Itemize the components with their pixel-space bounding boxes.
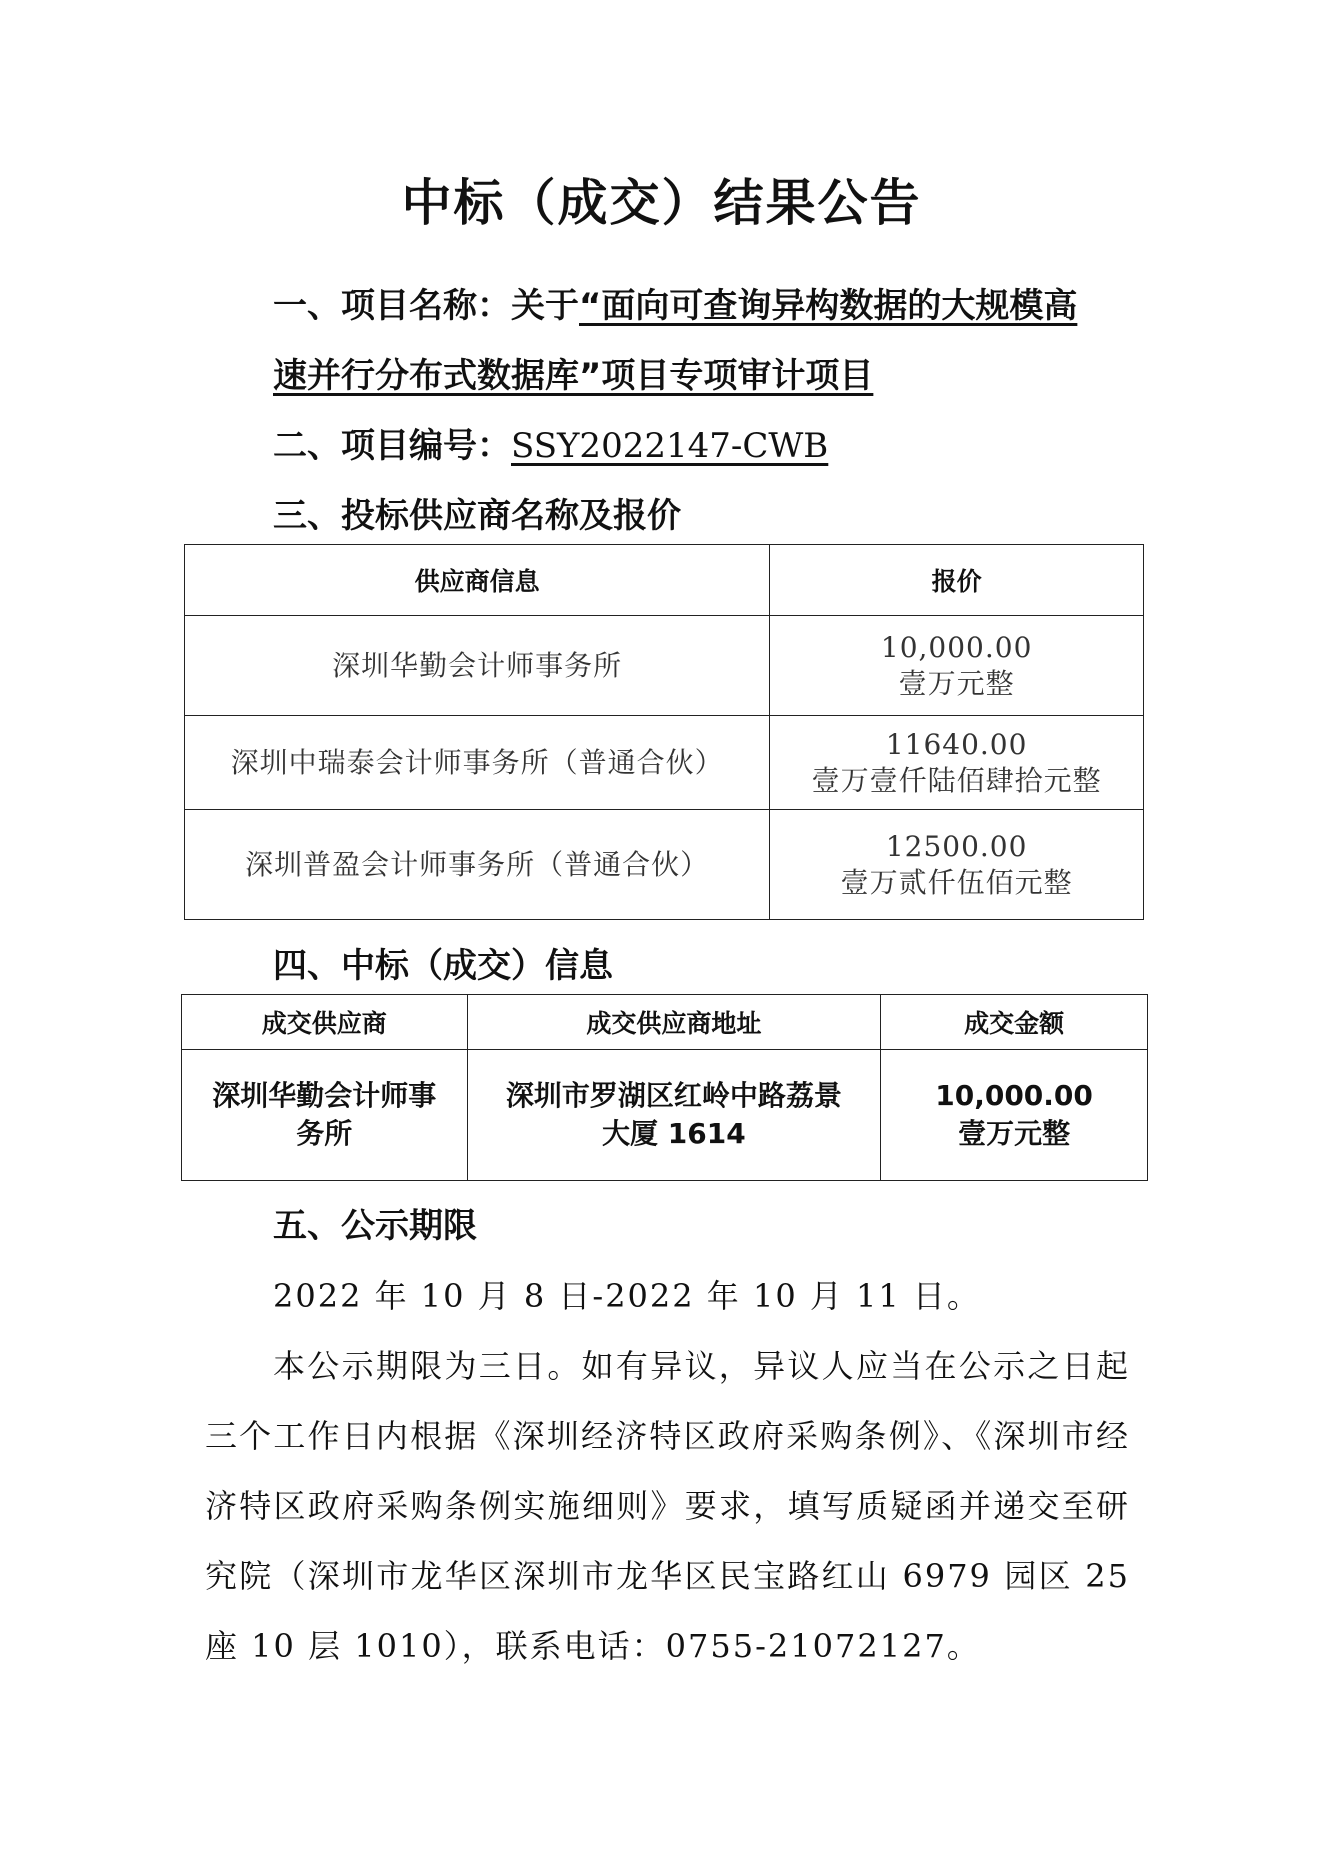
quote-amount-words: 壹万壹仟陆佰肆拾元整: [811, 763, 1102, 797]
quote-cell: [770, 616, 1144, 716]
table-row: [185, 810, 1144, 920]
awarded-address-line1: 深圳市罗湖区红岭中路荔景: [505, 1079, 842, 1112]
awarded-address: [467, 1050, 881, 1181]
project-name-prefix: 关于: [511, 286, 579, 326]
project-name-heading: [273, 278, 1077, 327]
bids-table-header: [185, 545, 1144, 616]
project-name-line2: 速并行分布式数据库”项目专项审计项目: [273, 356, 874, 396]
project-name-label: 一、项目名称：: [273, 286, 511, 326]
objection-notice: 本公示期限为三日。如有异议，异议人应当在公示之日起三个工作日内根据《深圳经济特区政府采购条例》、《深圳市经济特区政府采购条例实施细则》要求，填写质疑函并递交至研究院（深圳市龙华区深圳市龙华区民宝路红山 6979 园区 25 座 10 层 1010），联系电话：0755-21072127。: [205, 1347, 1130, 1665]
bids-table: [184, 544, 1144, 920]
awarded-amount-header: 成交金额: [881, 995, 1148, 1050]
publicity-period-heading: 五、公示期限: [273, 1206, 477, 1246]
publicity-period-dates: 2022 年 10 月 8 日-2022 年 10 月 11 日。: [273, 1277, 981, 1315]
project-name-continuation: [273, 348, 873, 397]
quote-amount: 12500.00: [885, 829, 1028, 863]
table-row: [185, 616, 1144, 716]
awarded-supplier: [182, 1050, 468, 1181]
awarded-supplier-line2: 务所: [296, 1117, 353, 1150]
awarded-address-header: 成交供应商地址: [467, 995, 881, 1050]
document-title: 中标（成交）结果公告: [401, 174, 922, 232]
project-number-label: 二、项目编号：: [273, 426, 511, 466]
quote-amount: 10,000.00: [880, 630, 1033, 664]
awarded-amount-words: 壹万元整: [958, 1117, 1071, 1150]
bidders-heading: 三、投标供应商名称及报价: [273, 496, 681, 536]
quote-amount: 11640.00: [885, 727, 1028, 761]
awarded-address-line2: 大厦 1614: [602, 1117, 746, 1150]
supplier-name: 深圳中瑞泰会计师事务所（普通合伙）: [185, 716, 770, 810]
award-table: [181, 994, 1148, 1181]
project-name-line1: “面向可查询异构数据的大规模高: [579, 286, 1078, 326]
awarded-amount-value: 10,000.00: [935, 1079, 1093, 1112]
quote-header: 报价: [770, 545, 1144, 616]
award-heading: 四、中标（成交）信息: [273, 946, 613, 986]
award-table-header: [182, 995, 1148, 1050]
quote-cell: [770, 716, 1144, 810]
table-row: [185, 716, 1144, 810]
quote-amount-words: 壹万元整: [898, 666, 1015, 700]
table-row: [182, 1050, 1148, 1181]
quote-cell: [770, 810, 1144, 920]
awarded-supplier-header: 成交供应商: [182, 995, 468, 1050]
awarded-amount: [881, 1050, 1148, 1181]
supplier-info-header: 供应商信息: [185, 545, 770, 616]
awarded-supplier-line1: 深圳华勤会计师事: [212, 1079, 437, 1112]
supplier-name: 深圳普盈会计师事务所（普通合伙）: [185, 810, 770, 920]
project-number-value: SSY2022147-CWB: [511, 426, 829, 466]
supplier-name: 深圳华勤会计师事务所: [185, 616, 770, 716]
project-number-heading: [273, 418, 828, 467]
quote-amount-words: 壹万贰仟伍佰元整: [840, 865, 1073, 899]
